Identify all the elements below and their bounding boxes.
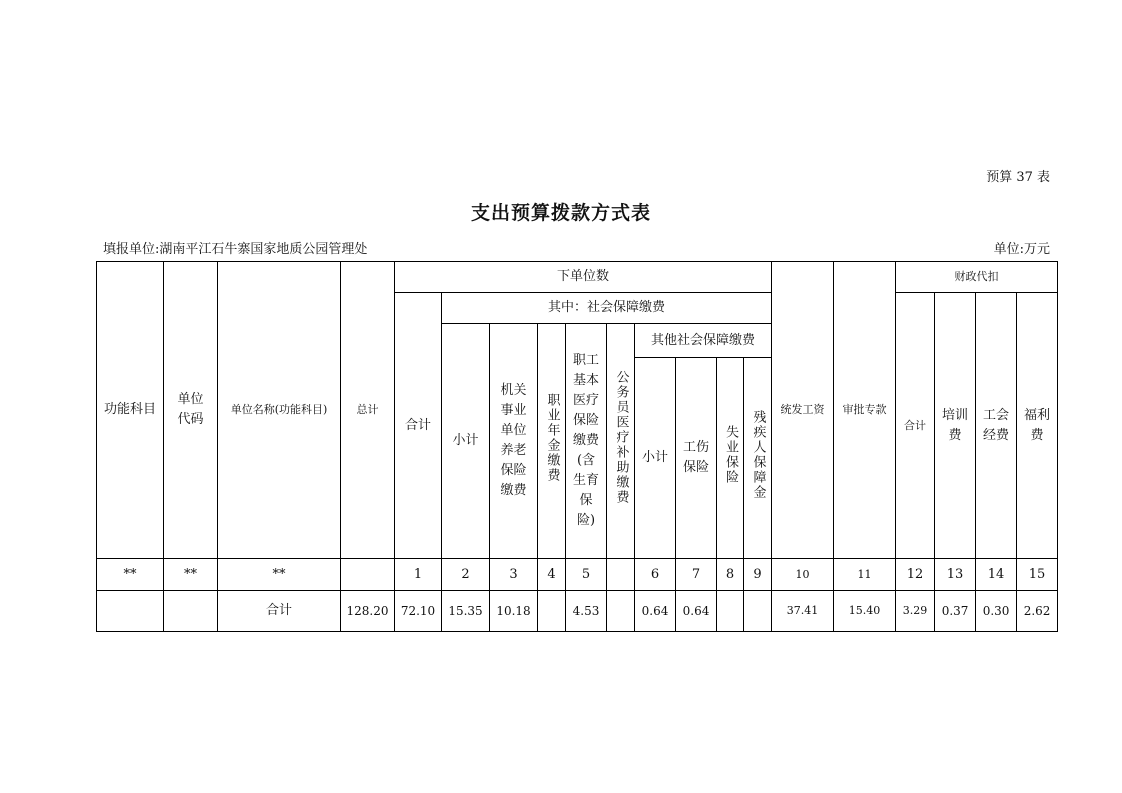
index-cell: 10 <box>772 559 834 591</box>
header-annuity: 职业年金缴费 <box>538 324 566 559</box>
index-cell <box>607 559 635 591</box>
total-cell: 15.40 <box>834 591 896 632</box>
header-ss-subtotal: 小计 <box>442 324 490 559</box>
header-training: 培训费 <box>935 293 976 559</box>
index-cell: 13 <box>935 559 976 591</box>
index-cell: 1 <box>395 559 442 591</box>
header-lower-total: 合计 <box>395 293 442 559</box>
total-cell <box>744 591 772 632</box>
header-welfare: 福利费 <box>1017 293 1058 559</box>
header-fd-total: 合计 <box>896 293 935 559</box>
header-finance-deduct: 财政代扣 <box>896 262 1058 293</box>
index-cell: 2 <box>442 559 490 591</box>
total-cell: 0.30 <box>976 591 1017 632</box>
total-cell: 3.29 <box>896 591 935 632</box>
total-cell: 2.62 <box>1017 591 1058 632</box>
header-civil-medical: 公务员医疗补助缴费 <box>607 324 635 559</box>
header-pension: 机关事业单位养老保险缴费 <box>490 324 538 559</box>
total-row <box>97 591 1058 632</box>
total-cell: 37.41 <box>772 591 834 632</box>
header-injury: 工伤保险 <box>676 358 717 559</box>
index-cell: 7 <box>676 559 717 591</box>
index-row <box>97 559 1058 591</box>
total-cell: 72.10 <box>395 591 442 632</box>
header-other-subtotal: 小计 <box>635 358 676 559</box>
total-cell: 128.20 <box>341 591 395 632</box>
index-cell: 11 <box>834 559 896 591</box>
header-total: 总计 <box>341 262 395 559</box>
budget-table <box>96 261 1058 632</box>
header-medical: 职工基本医疗保险缴费(含生育保险) <box>566 324 607 559</box>
total-cell: 15.35 <box>442 591 490 632</box>
index-cell <box>341 559 395 591</box>
header-disability: 残疾人保障金 <box>744 358 772 559</box>
index-cell: 14 <box>976 559 1017 591</box>
total-cell <box>164 591 218 632</box>
currency-unit: 单位:万元 <box>993 242 1050 257</box>
index-cell: 5 <box>566 559 607 591</box>
page-title: 支出预算拨款方式表 <box>470 202 651 224</box>
header-salary: 统发工资 <box>772 262 834 559</box>
header-union: 工会经费 <box>976 293 1017 559</box>
total-cell <box>717 591 744 632</box>
index-cell: ** <box>97 559 164 591</box>
index-cell: ** <box>218 559 341 591</box>
total-cell: 0.37 <box>935 591 976 632</box>
index-cell: 15 <box>1017 559 1058 591</box>
header-func-subject: 功能科目 <box>97 262 164 559</box>
index-cell: 6 <box>635 559 676 591</box>
header-other-ss: 其他社会保障缴费 <box>635 324 772 358</box>
header-lower-units: 下单位数 <box>395 262 772 293</box>
header-unit-name: 单位名称(功能科目) <box>218 262 341 559</box>
total-cell: 0.64 <box>676 591 717 632</box>
header-social-security: 其中：社会保障缴费 <box>442 293 772 324</box>
reporting-unit: 填报单位:湖南平江石牛寨国家地质公园管理处 <box>103 242 368 257</box>
index-cell: 8 <box>717 559 744 591</box>
total-cell <box>607 591 635 632</box>
total-cell: 10.18 <box>490 591 538 632</box>
header-approved: 审批专款 <box>834 262 896 559</box>
header-unemployment: 失业保险 <box>717 358 744 559</box>
total-cell: 4.53 <box>566 591 607 632</box>
index-cell: 3 <box>490 559 538 591</box>
total-cell-label: 合计 <box>218 591 341 632</box>
total-cell: 0.64 <box>635 591 676 632</box>
index-cell: ** <box>164 559 218 591</box>
index-cell: 12 <box>896 559 935 591</box>
header-unit-code: 单位代码 <box>164 262 218 559</box>
index-cell: 9 <box>744 559 772 591</box>
total-cell <box>97 591 164 632</box>
total-cell <box>538 591 566 632</box>
form-number: 预算 37 表 <box>986 170 1050 185</box>
index-cell: 4 <box>538 559 566 591</box>
